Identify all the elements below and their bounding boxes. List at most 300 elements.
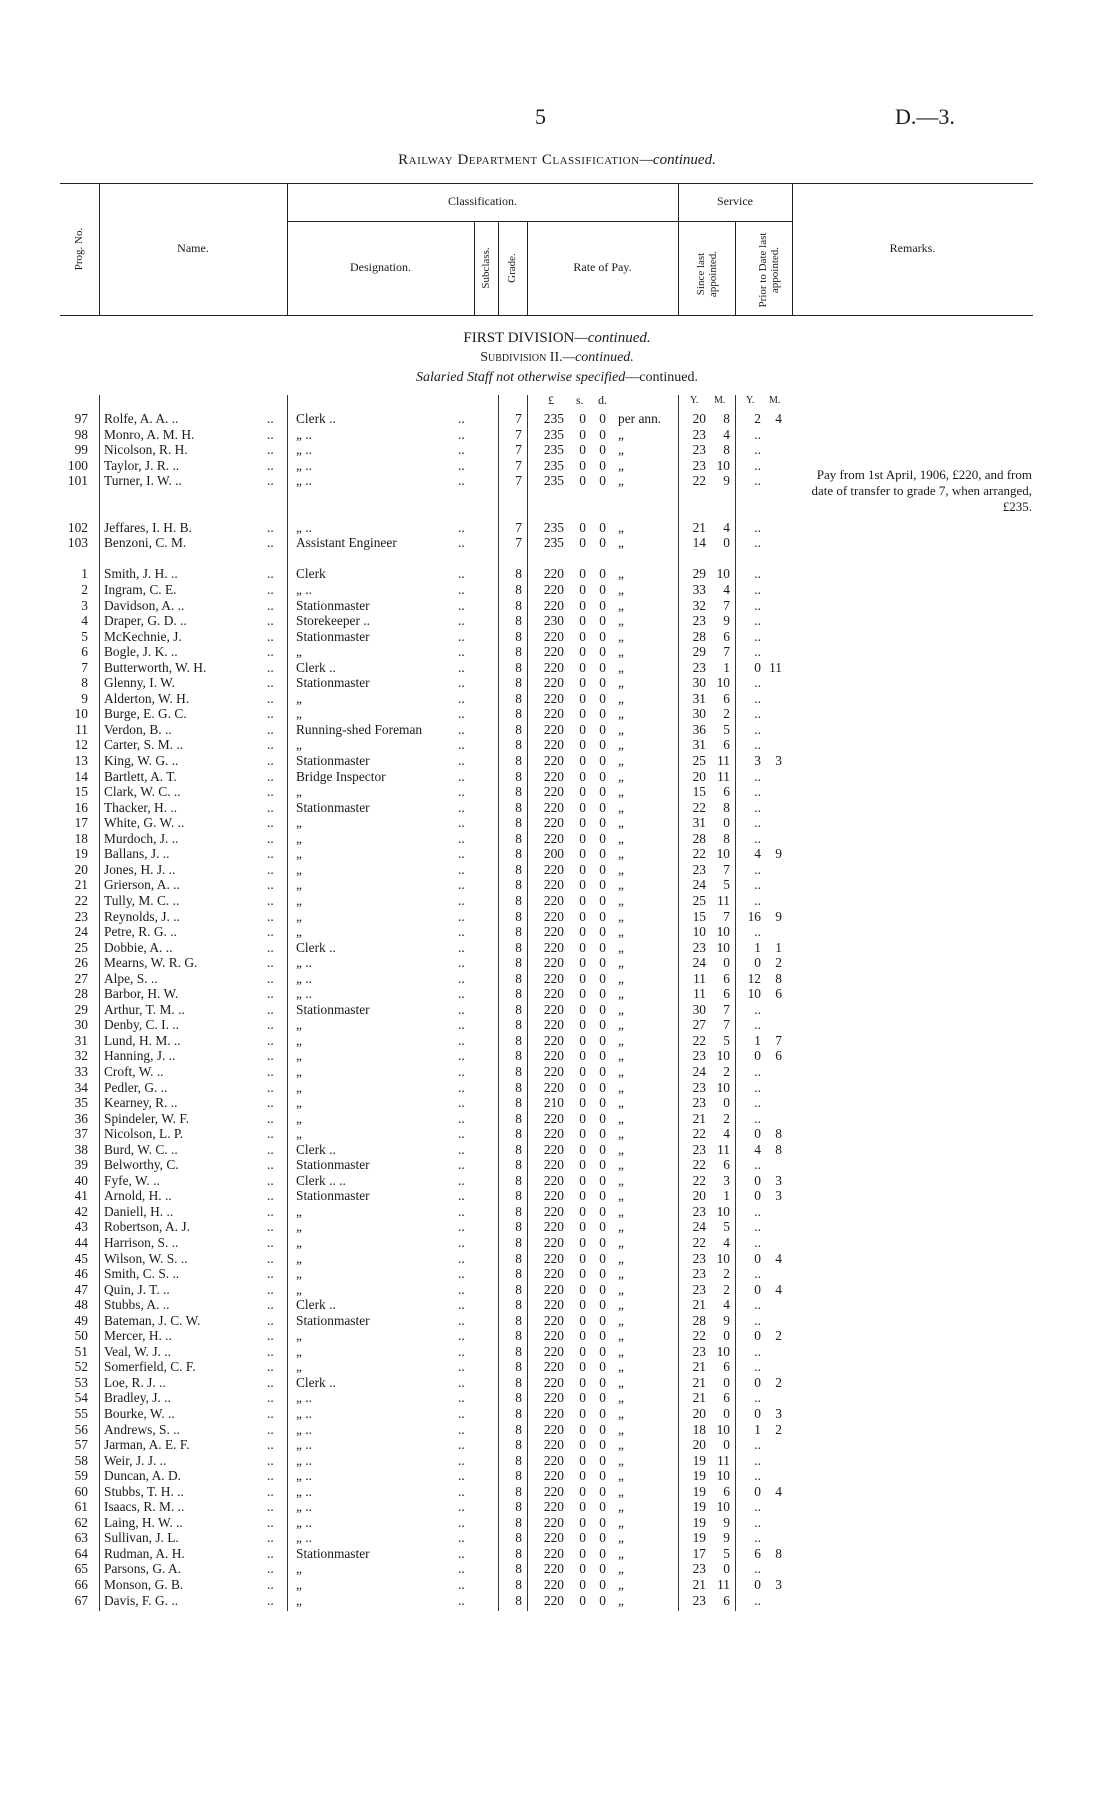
since-months-cell: 7 — [723, 908, 730, 924]
pay-pence-cell: 0 — [599, 1514, 606, 1530]
prior-years-cell: 10 — [747, 986, 761, 1002]
pay-pence-cell: 0 — [599, 1063, 606, 1079]
leader-dots: .. — [458, 1561, 465, 1577]
header-classification: Classification. — [448, 194, 517, 208]
since-months-cell: 6 — [723, 986, 730, 1002]
leader-dots: .. — [458, 1172, 465, 1188]
pay-pence-cell: 0 — [599, 1328, 606, 1344]
prior-years-cell: .. — [754, 830, 761, 846]
grade-cell: 8 — [515, 1545, 522, 1561]
since-years-cell: 11 — [693, 986, 706, 1002]
pay-period-cell: „ — [618, 1437, 624, 1453]
table-row — [0, 1048, 1114, 1064]
pay-pounds-cell: 220 — [543, 1188, 564, 1204]
since-years-cell: 21 — [692, 1359, 706, 1375]
pay-shillings-cell: 0 — [579, 1266, 586, 1282]
grade-cell: 8 — [515, 892, 522, 908]
table-row — [0, 1188, 1114, 1204]
designation-cell: „ — [296, 861, 302, 877]
pay-shillings-cell: 0 — [579, 970, 586, 986]
pay-shillings-cell: 0 — [579, 924, 586, 940]
leader-dots: .. — [267, 1374, 274, 1390]
pay-shillings-cell: 0 — [579, 1281, 586, 1297]
since-years-cell: 22 — [692, 846, 706, 862]
prog-no-cell: 4 — [81, 613, 88, 629]
pay-shillings-cell: 0 — [579, 799, 586, 815]
title-main: Railway Department Classification — [398, 152, 640, 168]
pay-pence-cell: 0 — [599, 690, 606, 706]
prior-years-cell: .. — [754, 799, 761, 815]
pay-pence-cell: 0 — [599, 1032, 606, 1048]
leader-dots: .. — [267, 1359, 274, 1375]
leader-dots: .. — [458, 768, 465, 784]
header-rate-of-pay: Rate of Pay. — [573, 260, 632, 274]
header-designation: Designation. — [350, 260, 411, 274]
pay-pence-cell: 0 — [599, 815, 606, 831]
prog-no-cell: 12 — [74, 737, 88, 753]
name-cell: Fyfe, W. .. — [104, 1172, 160, 1188]
since-years-cell: 31 — [692, 737, 706, 753]
pay-period-cell: „ — [618, 768, 624, 784]
prog-no-cell: 28 — [74, 986, 88, 1002]
pay-shillings-cell: 0 — [579, 861, 586, 877]
pay-pence-cell: 0 — [599, 768, 606, 784]
name-cell: Smith, J. H. .. — [104, 566, 178, 582]
leader-dots: .. — [458, 955, 465, 971]
pay-period-cell: „ — [618, 1545, 624, 1561]
pay-shillings-cell: 0 — [579, 1157, 586, 1173]
pay-shillings-cell: 0 — [579, 535, 586, 551]
leader-dots: .. — [267, 1328, 274, 1344]
leader-dots: .. — [458, 1188, 465, 1204]
since-months-cell: 6 — [723, 690, 730, 706]
leader-dots: .. — [458, 830, 465, 846]
prog-no-cell: 51 — [74, 1343, 88, 1359]
table-row — [0, 1406, 1114, 1422]
since-months-cell: 10 — [716, 1421, 730, 1437]
designation-cell: „ — [296, 1063, 302, 1079]
pay-pounds-cell: 220 — [543, 1499, 564, 1515]
prior-months-cell: 8 — [775, 1141, 782, 1157]
since-years-cell: 30 — [692, 675, 706, 691]
table-row — [0, 1157, 1114, 1173]
leader-dots: .. — [458, 1406, 465, 1421]
unit-months-prior: M. — [769, 395, 781, 406]
prog-no-cell: 23 — [74, 908, 88, 924]
prog-no-cell: 63 — [74, 1530, 88, 1546]
table-row — [0, 846, 1114, 862]
grade-cell: 8 — [515, 582, 522, 598]
since-years-cell: 23 — [692, 1343, 706, 1359]
leader-dots: .. — [267, 690, 274, 706]
designation-cell: „ — [296, 784, 302, 800]
leader-dots: .. — [458, 1312, 465, 1328]
since-years-cell: 20 — [692, 1406, 706, 1421]
leader-dots: .. — [267, 892, 274, 908]
prog-no-cell: 54 — [74, 1390, 88, 1406]
designation-cell: Clerk .. — [296, 411, 336, 426]
unit-pound: £ — [548, 393, 554, 407]
leader-dots: .. — [267, 970, 274, 986]
pay-pence-cell: 0 — [599, 1126, 606, 1142]
leader-dots: .. — [267, 1032, 274, 1048]
pay-pounds-cell: 220 — [543, 1592, 564, 1608]
pay-pounds-cell: 220 — [543, 659, 564, 675]
pay-pounds-cell: 220 — [543, 892, 564, 908]
prior-months-cell: 1 — [775, 939, 782, 955]
pay-pence-cell: 0 — [599, 1048, 606, 1064]
pay-shillings-cell: 0 — [579, 877, 586, 893]
pay-shillings-cell: 0 — [579, 1172, 586, 1188]
pay-shillings-cell: 0 — [579, 846, 586, 862]
designation-cell: „ — [296, 1592, 302, 1608]
leader-dots: .. — [458, 753, 465, 769]
prog-no-cell: 38 — [74, 1141, 88, 1157]
since-years-cell: 19 — [692, 1499, 706, 1515]
pay-pence-cell: 0 — [599, 1281, 606, 1297]
since-years-cell: 21 — [692, 1110, 706, 1126]
pay-shillings-cell: 0 — [579, 721, 586, 737]
table-row — [0, 1577, 1114, 1593]
pay-shillings-cell: 0 — [579, 908, 586, 924]
leader-dots: .. — [458, 442, 465, 458]
designation-cell: „ .. — [296, 1530, 312, 1546]
leader-dots: .. — [458, 1001, 465, 1017]
leader-dots: .. — [458, 1203, 465, 1219]
leader-dots: .. — [458, 519, 465, 535]
prior-years-cell: .. — [754, 892, 761, 908]
since-months-cell: 4 — [723, 426, 730, 442]
table-row — [0, 862, 1114, 878]
since-months-cell: 5 — [723, 1032, 730, 1048]
since-years-cell: 23 — [692, 1592, 706, 1608]
leader-dots: .. — [267, 1406, 274, 1421]
pay-period-cell: „ — [618, 426, 624, 442]
since-months-cell: 4 — [723, 519, 730, 535]
leader-dots: .. — [267, 721, 274, 737]
pay-pence-cell: 0 — [599, 426, 606, 442]
pay-pence-cell: 0 — [599, 1577, 606, 1593]
pay-pounds-cell: 220 — [543, 861, 564, 877]
designation-cell: „ .. — [296, 986, 312, 1002]
pay-period-cell: „ — [618, 566, 624, 582]
name-cell: Draper, G. D. .. — [104, 613, 187, 629]
table-row — [0, 1499, 1114, 1515]
pay-pence-cell: 0 — [599, 442, 606, 458]
grade-cell: 8 — [515, 970, 522, 986]
pay-period-cell: „ — [618, 597, 624, 613]
leader-dots: .. — [458, 675, 465, 691]
designation-cell: „ — [296, 1017, 302, 1033]
pay-period-cell: „ — [618, 519, 624, 535]
since-years-cell: 20 — [692, 1437, 706, 1453]
table-row — [0, 427, 1114, 443]
prog-no-cell: 47 — [74, 1281, 88, 1297]
grade-cell: 7 — [515, 457, 522, 473]
name-cell: Nicolson, L. P. — [104, 1126, 184, 1142]
name-cell: Daniell, H. .. — [104, 1203, 174, 1219]
name-cell: Quin, J. T. .. — [104, 1281, 170, 1297]
prog-no-cell: 40 — [74, 1172, 88, 1188]
pay-period-cell: „ — [618, 1141, 624, 1157]
pay-period-cell: „ — [618, 939, 624, 955]
since-years-cell: 15 — [692, 784, 706, 800]
since-months-cell: 5 — [723, 1545, 730, 1561]
prior-years-cell: .. — [754, 1390, 761, 1406]
since-years-cell: 22 — [692, 473, 706, 489]
since-years-cell: 22 — [692, 1172, 706, 1188]
name-cell: Wilson, W. S. .. — [104, 1250, 188, 1266]
prog-no-cell: 16 — [74, 799, 88, 815]
name-cell: McKechnie, J. — [104, 628, 182, 644]
prior-years-cell: 1 — [754, 939, 761, 955]
table-row — [0, 442, 1114, 458]
leader-dots: .. — [458, 1281, 465, 1297]
since-years-cell: 24 — [692, 1219, 706, 1235]
pay-shillings-cell: 0 — [579, 1530, 586, 1546]
prior-years-cell: .. — [754, 1592, 761, 1608]
table-row — [0, 1111, 1114, 1127]
designation-cell: „ — [296, 1095, 302, 1111]
pay-shillings-cell: 0 — [579, 411, 586, 426]
designation-cell: Stationmaster — [296, 597, 370, 613]
grade-cell: 8 — [515, 877, 522, 893]
pay-pence-cell: 0 — [599, 1359, 606, 1375]
prog-no-cell: 22 — [74, 892, 88, 908]
name-cell: Arthur, T. M. .. — [104, 1001, 185, 1017]
grade-cell: 8 — [515, 737, 522, 753]
pay-period-cell: per ann. — [618, 411, 662, 426]
designation-cell: „ .. — [296, 970, 312, 986]
designation-cell: „ .. — [296, 582, 312, 598]
pay-shillings-cell: 0 — [579, 582, 586, 598]
name-cell: Verdon, B. .. — [104, 721, 172, 737]
name-cell: King, W. G. .. — [104, 753, 179, 769]
name-cell: Bartlett, A. T. — [104, 768, 177, 784]
row-spacer — [0, 551, 1114, 567]
prior-years-cell: 3 — [754, 753, 761, 769]
grade-cell: 8 — [515, 861, 522, 877]
pay-period-cell: „ — [618, 457, 624, 473]
name-cell: Davis, F. G. .. — [104, 1592, 179, 1608]
prog-no-cell: 18 — [74, 830, 88, 846]
pay-pence-cell: 0 — [599, 675, 606, 691]
since-years-cell: 23 — [692, 659, 706, 675]
designation-cell: „ .. — [296, 426, 312, 442]
pay-pence-cell: 0 — [599, 784, 606, 800]
pay-period-cell: „ — [618, 1359, 624, 1375]
grade-cell: 8 — [515, 1032, 522, 1048]
prog-no-cell: 32 — [74, 1048, 88, 1064]
pay-pounds-cell: 220 — [543, 706, 564, 722]
prior-months-cell: 4 — [775, 1250, 782, 1266]
staff-heading — [0, 370, 1114, 386]
pay-period-cell: „ — [618, 1234, 624, 1250]
grade-cell: 8 — [515, 1250, 522, 1266]
since-years-cell: 17 — [692, 1545, 706, 1561]
prior-months-cell: 4 — [775, 1281, 782, 1297]
designation-cell: „ — [296, 846, 302, 862]
since-years-cell: 28 — [692, 1312, 706, 1328]
prog-no-cell: 52 — [74, 1359, 88, 1375]
prog-no-cell: 26 — [74, 955, 88, 971]
leader-dots: .. — [458, 597, 465, 613]
since-years-cell: 23 — [692, 613, 706, 629]
leader-dots: .. — [267, 1281, 274, 1297]
table-row — [0, 815, 1114, 831]
name-cell: Andrews, S. .. — [104, 1421, 180, 1437]
pay-pounds-cell: 220 — [543, 1328, 564, 1344]
leader-dots: .. — [267, 1017, 274, 1033]
pay-pounds-cell: 220 — [543, 1312, 564, 1328]
pay-pounds-cell: 220 — [543, 1343, 564, 1359]
grade-cell: 8 — [515, 706, 522, 722]
prior-years-cell: .. — [754, 473, 761, 489]
prior-years-cell: 0 — [754, 1406, 761, 1421]
table-row — [0, 566, 1114, 582]
since-months-cell: 9 — [723, 613, 730, 629]
prior-years-cell: .. — [754, 737, 761, 753]
since-months-cell: 11 — [717, 892, 730, 908]
leader-dots: .. — [267, 1203, 274, 1219]
prog-no-cell: 39 — [74, 1157, 88, 1173]
prior-years-cell: .. — [754, 1499, 761, 1515]
pay-pounds-cell: 220 — [543, 597, 564, 613]
leader-dots: .. — [267, 1483, 274, 1499]
prior-months-cell: 11 — [769, 659, 782, 675]
leader-dots: .. — [267, 846, 274, 862]
since-years-cell: 20 — [692, 768, 706, 784]
prior-months-cell: 4 — [775, 411, 782, 426]
pay-pence-cell: 0 — [599, 1219, 606, 1235]
pay-shillings-cell: 0 — [579, 1390, 586, 1406]
since-months-cell: 11 — [717, 768, 730, 784]
since-years-cell: 24 — [692, 877, 706, 893]
pay-pounds-cell: 220 — [543, 1032, 564, 1048]
prog-no-cell: 48 — [74, 1297, 88, 1313]
table-row — [0, 1344, 1114, 1360]
staff-label: Salaried Staff not otherwise specified — [416, 370, 626, 385]
pay-shillings-cell: 0 — [579, 1219, 586, 1235]
pay-pence-cell: 0 — [599, 753, 606, 769]
designation-cell: Running-shed Foreman — [296, 721, 423, 737]
division-label: FIRST DIVISION — [463, 330, 575, 346]
since-months-cell: 10 — [716, 1499, 730, 1515]
pay-shillings-cell: 0 — [579, 1592, 586, 1608]
leader-dots: .. — [267, 1452, 274, 1468]
grade-cell: 8 — [515, 1017, 522, 1033]
name-cell: Robertson, A. J. — [104, 1219, 190, 1235]
pay-shillings-cell: 0 — [579, 1374, 586, 1390]
pay-period-cell: „ — [618, 613, 624, 629]
name-cell: Bourke, W. .. — [104, 1406, 175, 1421]
prior-months-cell: 3 — [775, 1577, 782, 1593]
leader-dots: .. — [458, 1592, 465, 1608]
pay-pence-cell: 0 — [599, 613, 606, 629]
since-years-cell: 28 — [692, 628, 706, 644]
name-cell: Davidson, A. .. — [104, 597, 185, 613]
leader-dots: .. — [458, 1297, 465, 1313]
since-years-cell: 32 — [692, 597, 706, 613]
since-months-cell: 10 — [716, 1048, 730, 1064]
header-grade: Grade. — [506, 253, 518, 283]
pay-period-cell: „ — [618, 1266, 624, 1282]
table-row — [0, 831, 1114, 847]
pay-period-cell: „ — [618, 1592, 624, 1608]
pay-shillings-cell: 0 — [579, 1577, 586, 1593]
pay-pence-cell: 0 — [599, 1374, 606, 1390]
pay-shillings-cell: 0 — [579, 1079, 586, 1095]
since-months-cell: 0 — [723, 1374, 730, 1390]
pay-pence-cell: 0 — [599, 1592, 606, 1608]
since-months-cell: 4 — [723, 1234, 730, 1250]
table-row — [0, 1546, 1114, 1562]
leader-dots: .. — [267, 1390, 274, 1406]
name-cell: Ballans, J. .. — [104, 846, 170, 862]
pay-period-cell: „ — [618, 1530, 624, 1546]
table-row — [0, 1282, 1114, 1298]
pay-pence-cell: 0 — [599, 970, 606, 986]
prog-no-cell: 35 — [74, 1095, 88, 1111]
prog-no-cell: 49 — [74, 1312, 88, 1328]
grade-cell: 8 — [515, 1343, 522, 1359]
leader-dots: .. — [267, 473, 274, 489]
pay-pounds-cell: 220 — [543, 1281, 564, 1297]
prog-no-cell: 102 — [67, 519, 88, 535]
since-years-cell: 23 — [692, 1250, 706, 1266]
since-years-cell: 22 — [692, 1032, 706, 1048]
pay-shillings-cell: 0 — [579, 706, 586, 722]
leader-dots: .. — [267, 1421, 274, 1437]
leader-dots: .. — [458, 659, 465, 675]
since-months-cell: 10 — [716, 1203, 730, 1219]
prior-years-cell: .. — [754, 1312, 761, 1328]
designation-cell: Stationmaster — [296, 675, 370, 691]
pay-pounds-cell: 220 — [543, 1172, 564, 1188]
prog-no-cell: 37 — [74, 1126, 88, 1142]
leader-dots: .. — [458, 1126, 465, 1142]
since-months-cell: 1 — [723, 1188, 730, 1204]
pay-pence-cell: 0 — [599, 566, 606, 582]
table-row — [0, 1328, 1114, 1344]
pay-pounds-cell: 220 — [543, 970, 564, 986]
pay-period-cell: „ — [618, 1312, 624, 1328]
leader-dots: .. — [458, 970, 465, 986]
table-row — [0, 955, 1114, 971]
since-months-cell: 9 — [723, 1514, 730, 1530]
pay-pence-cell: 0 — [599, 877, 606, 893]
name-cell: Veal, W. J. .. — [104, 1343, 171, 1359]
pay-pence-cell: 0 — [599, 1203, 606, 1219]
designation-cell: „ .. — [296, 1483, 312, 1499]
grade-cell: 8 — [515, 908, 522, 924]
designation-cell: Stationmaster — [296, 753, 370, 769]
pay-period-cell: „ — [618, 1390, 624, 1406]
prog-no-cell: 50 — [74, 1328, 88, 1344]
grade-cell: 8 — [515, 613, 522, 629]
designation-cell: „ .. — [296, 442, 312, 458]
since-months-cell: 10 — [716, 457, 730, 473]
name-cell: Hanning, J. .. — [104, 1048, 176, 1064]
since-months-cell: 6 — [723, 784, 730, 800]
since-months-cell: 9 — [723, 1530, 730, 1546]
pay-shillings-cell: 0 — [579, 892, 586, 908]
prior-years-cell: .. — [754, 768, 761, 784]
since-months-cell: 10 — [716, 939, 730, 955]
prog-no-cell: 61 — [74, 1499, 88, 1515]
pay-pounds-cell: 220 — [543, 1001, 564, 1017]
table-row — [0, 660, 1114, 676]
